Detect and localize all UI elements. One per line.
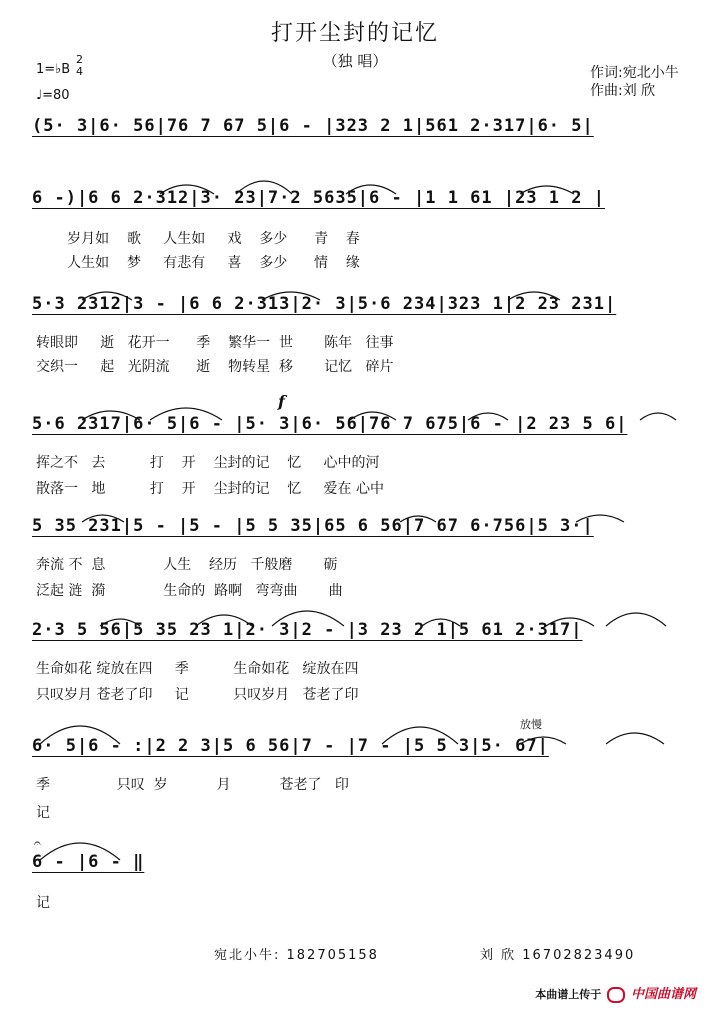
footer-watermark [535,983,696,1003]
notes-line: 5·6 2317|6· 5|6 - |5· 3|6· 56|76 7 675|6 - |2 23 5 6| [32,414,628,434]
lyric-verse-2: 人生如 梦 有悲有 喜 多少 情 缘 [36,255,360,271]
lyric-verse-1: 生命如花 绽放在四 季 生命如花 绽放在四 [36,661,359,677]
score-system-6 [0,620,710,654]
notes-line: 2·3 5 56|5 35 23 1|2· 3|2 - |3 23 2 1|5 61 2·317| [32,620,583,640]
lyric-verse-2: 散落一 地 打 开 尘封的记 忆 爱在 心中 [36,481,384,497]
score-system-5 [0,516,710,550]
song-title: 打开尘封的记忆 [270,21,439,46]
lyric-verse-1: 转眼即 逝 花开一 季 繁华一 世 陈年 往事 [36,335,394,351]
lyric-final: 记 [36,895,50,911]
tempo-mark: ♩=80 [36,88,70,103]
lyric-verse-2: 记 [36,805,50,821]
score-system-7 [0,736,710,770]
rit-mark: 放慢 [520,718,542,731]
forte-mark: f [278,392,285,411]
site-name[interactable]: 中国曲谱网 [630,987,696,1002]
score-system-8 [0,852,710,886]
notes-line: 5 35 231|5 - |5 - |5 5 35|65 6 56|7 67 6·756|5 3·| [32,516,594,536]
credits [590,64,679,100]
notes-line: (5· 3|6· 56|76 7 67 5|6 - |323 2 1|561 2·317|6· 5| [32,116,594,136]
lyric-verse-1: 季 只叹 岁 月 苍老了 印 [36,777,349,793]
lyric-verse-1: 奔流 不 息 人生 经历 千般磨 砺 [36,557,338,573]
meter-top: 2 [76,53,83,66]
lyricist-contact: 宛北小牛: 182705158 [214,948,379,963]
key-signature: 1=♭B [36,62,71,77]
upload-text: 本曲谱上传于 [535,988,602,1001]
lyricist-credit: 作词:宛北小牛 [590,65,679,81]
composer-contact: 刘 欣 16702823490 [480,948,636,963]
time-signature [76,54,83,78]
site-logo-icon [607,987,625,1003]
lyric-verse-1: 挥之不 去 打 开 尘封的记 忆 心中的河 [36,455,380,471]
song-subtitle: （独 唱） [322,52,388,70]
meter-bottom: 4 [76,65,83,78]
notes-line: 6 -)|6 6 2·312|3· 23|7·2 5635|6 - |1 1 61 |23 1 2 | [32,188,605,208]
lyric-verse-2: 交织一 起 光阴流 逝 物转星 移 记忆 碎片 [36,359,394,375]
notes-line: 6· 5|6 - :|2 2 3|5 6 56|7 - |7 - |5 5 3|5· 67| [32,736,549,756]
score-system-1 [0,116,710,150]
lyric-verse-1: 岁月如 歌 人生如 戏 多少 青 春 [36,231,360,247]
notes-line: 6 - |6 - ‖ [32,852,145,872]
notes-line: 5·3 2312|3 - |6 6 2·313|2· 3|5·6 234|323 1|2 23 231| [32,294,617,314]
composer-credit: 作曲:刘 欣 [590,83,656,99]
lyric-verse-2: 泛起 涟 漪 生命的 路啊 弯弯曲 曲 [36,583,343,599]
score-system-4 [0,414,710,448]
score-system-2 [0,188,710,222]
score-system-3 [0,294,710,328]
lyric-verse-2: 只叹岁月 苍老了印 记 只叹岁月 苍老了印 [36,687,359,703]
fermata-icon: 𝄐 [34,836,41,850]
